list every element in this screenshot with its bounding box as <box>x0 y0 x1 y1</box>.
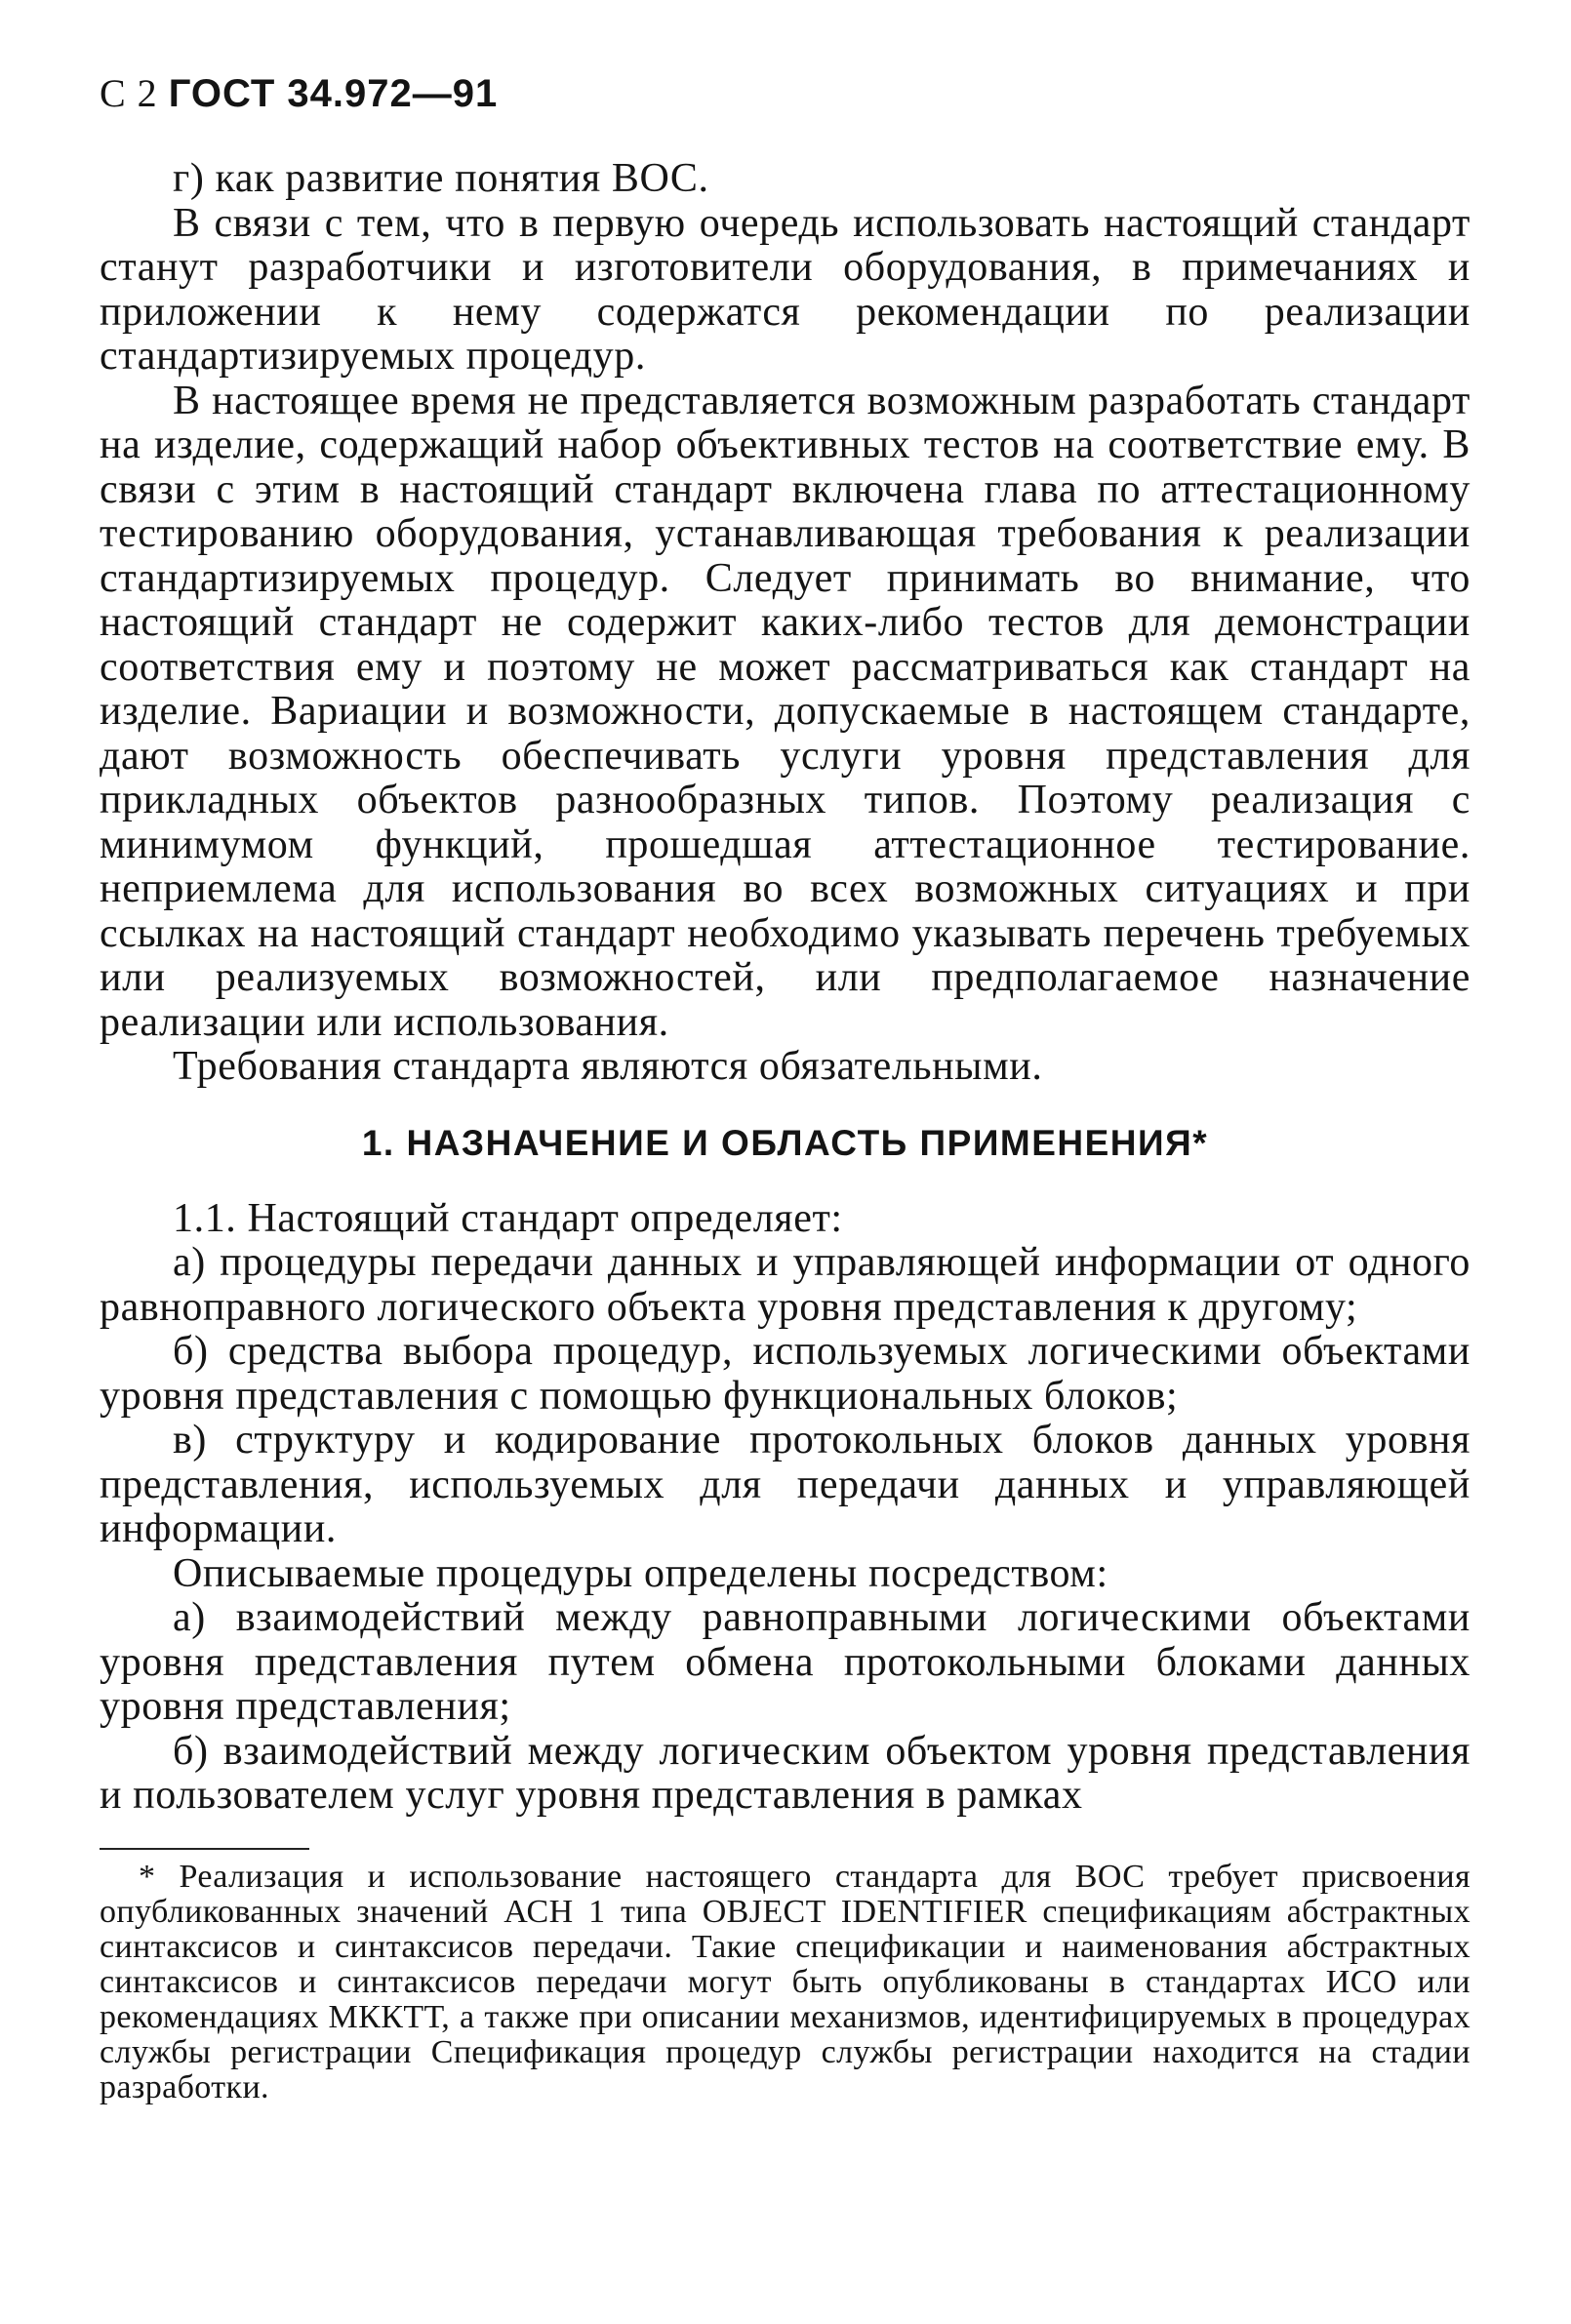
paragraph: 1.1. Настоящий стандарт определяет: <box>173 1195 843 1241</box>
footnote: * Реализация и использование настоящего стандарта для ВОС требует присвоения опубликованных значений АСН 1 типа OBJECT IDENTIFIER спецификациям абстрактных синтаксисов и синтаксисов передачи. Такие спецификации и наименования абстрактных синтаксисов и синтаксисов передачи могут быть опубликованы в стандартах ИСО или рекомендациях МККТТ, а также при описании механизмов, идентифицируемых в процедурах службы регистрации Спецификация процедур службы регистрации находится на стадии разработки. <box>100 1858 1470 2105</box>
section-text <box>100 1197 1470 1819</box>
paragraph: В настоящее время не представляется возможным разработать стандарт на изделие, содержащий набор объективных тестов на соответствие ему. В связи с этим в настоящий стандарт включена глава по аттестационному тестированию оборудования, устанавливающая требования к реализации стандартизируемых процедур. Следует принимать во внимание, что настоящий стандарт не содержит каких-либо тестов для демонстрации соответствия ему и поэтому не может рассматриваться как стандарт на изделие. Вариации и возможности, допускаемые в настоящем стандарте, дают возможность обеспечивать услуги уровня представления для прикладных объектов разнообразных типов. Поэтому реализация с минимумом функций, прошедшая аттестационное тестирование. неприемлема для использования во всех возможных ситуациях и при ссылках на настоящий стандарт необходимо указывать перечень требуемых или реализуемых возможностей, или предполагаемое назначение реализации или использования. <box>100 378 1470 1045</box>
paragraph: а) процедуры передачи данных и управляющей информации от одного равноправного логического объекта уровня представления к другому; <box>100 1240 1470 1330</box>
paragraph: б) средства выбора процедур, используемых логическими объектами уровня представления с помощью функциональных блоков; <box>100 1329 1470 1419</box>
page-label: С 2 <box>100 71 158 115</box>
standard-number: ГОСТ 34.972—91 <box>168 72 499 115</box>
paragraph: В связи с тем, что в первую очередь использовать настоящий стандарт станут разработчики и изготовители оборудования, в примечаниях и приложении к нему содержатся рекомендации по реализации стандартизируемых процедур. <box>100 200 1470 379</box>
paragraph: г) как развитие понятия ВОС. <box>173 156 709 201</box>
document-page <box>100 70 1470 2105</box>
paragraph: в) структуру и кодирование протокольных блоков данных уровня представления, используемых для передачи данных и управляющей информации. <box>100 1418 1470 1551</box>
footnote-divider <box>100 1848 309 1850</box>
section-heading: 1. НАЗНАЧЕНИЕ И ОБЛАСТЬ ПРИМЕНЕНИЯ* <box>361 1122 1209 1163</box>
paragraph: Описываемые процедуры определены посредством: <box>173 1550 1108 1596</box>
intro-text <box>100 157 1470 1090</box>
paragraph: а) взаимодействий между равноправными логическими объектами уровня представления путем обмена протокольными блоками данных уровня представления; <box>100 1595 1470 1729</box>
paragraph: Требования стандарта являются обязательными. <box>173 1044 1043 1089</box>
paragraph: б) взаимодействий между логическим объектом уровня представления и пользователем услуг уровня представления в рамках <box>100 1728 1470 1818</box>
page-header <box>100 70 1470 116</box>
